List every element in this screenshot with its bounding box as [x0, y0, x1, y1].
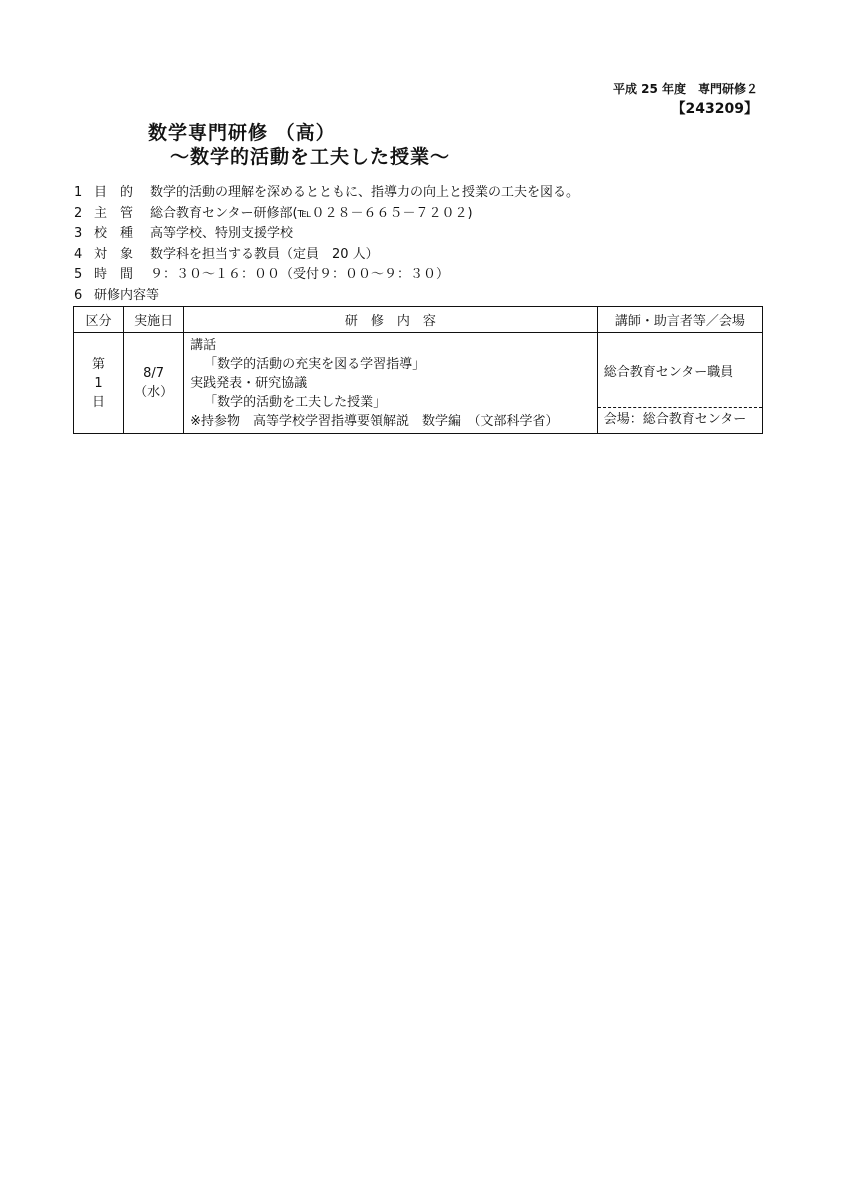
item-number: 1	[74, 185, 83, 200]
venue-name: 会場：総合教育センター	[603, 412, 747, 427]
content-line: 実践発表・研究協議	[190, 376, 308, 391]
item-text: 総合教育センター研修部(℡０２８－６６５－７２０２)	[150, 205, 473, 221]
header-content: 研 修 内 容	[184, 307, 598, 333]
info-list	[74, 183, 579, 306]
item-label: 対 象	[94, 246, 134, 262]
content-cell	[184, 333, 598, 434]
header-course-code: 【243209】	[671, 101, 758, 117]
page-subtitle: ～数学的活動を工夫した授業～	[170, 146, 451, 168]
content-line: 「数学的活動を工夫した授業」	[204, 395, 387, 410]
date-cell	[124, 333, 184, 434]
info-item-purpose	[74, 183, 579, 204]
schedule-table	[73, 306, 763, 434]
item-text: ９：３０～１６：００（受付９：００～９：３０）	[150, 267, 450, 282]
header-year-label: 平成 25 年度 専門研修２	[612, 82, 758, 96]
item-number: 6	[74, 287, 83, 303]
item-label: 目 的	[94, 185, 134, 200]
item-text: 数学的活動の理解を深めるとともに、指導力の向上と授業の工夫を図る。	[150, 185, 580, 200]
header-date: 実施日	[124, 307, 184, 333]
item-text: 数学科を担当する教員（定員 20 人）	[150, 246, 379, 262]
header-division: 区分	[74, 307, 124, 333]
info-item-organizer	[74, 204, 579, 225]
item-number: 4	[74, 246, 83, 262]
page-title: 数学専門研修 （高）	[148, 122, 336, 144]
item-label: 校 種	[94, 226, 134, 241]
table-row	[74, 333, 763, 434]
instructor-name: 総合教育センター職員	[598, 333, 762, 408]
info-item-time	[74, 265, 579, 286]
info-item-school-type	[74, 224, 579, 245]
day-char: 1	[94, 375, 103, 391]
weekday-value: （水）	[134, 385, 174, 400]
content-line: ※持参物 高等学校学習指導要領解説 数学編 （文部科学省）	[190, 414, 559, 429]
table-header-row	[74, 307, 763, 333]
day-char: 第	[92, 356, 106, 372]
item-number: 5	[74, 267, 83, 282]
item-label: 時 間	[94, 267, 134, 282]
header-instructor: 講師・助言者等／会場	[597, 307, 762, 333]
item-number: 2	[74, 205, 83, 221]
info-item-contents	[74, 286, 579, 307]
item-label: 主 管	[94, 205, 134, 221]
item-label: 研修内容等	[94, 287, 160, 303]
content-line: 「数学的活動の充実を図る学習指導」	[204, 357, 426, 372]
item-text: 高等学校、特別支援学校	[150, 226, 294, 241]
day-cell	[74, 333, 124, 434]
info-item-target	[74, 245, 579, 266]
day-char: 日	[92, 394, 106, 410]
content-line: 講話	[190, 338, 217, 353]
date-value: 8/7	[143, 366, 165, 381]
item-number: 3	[74, 226, 83, 241]
instructor-cell	[597, 333, 762, 434]
